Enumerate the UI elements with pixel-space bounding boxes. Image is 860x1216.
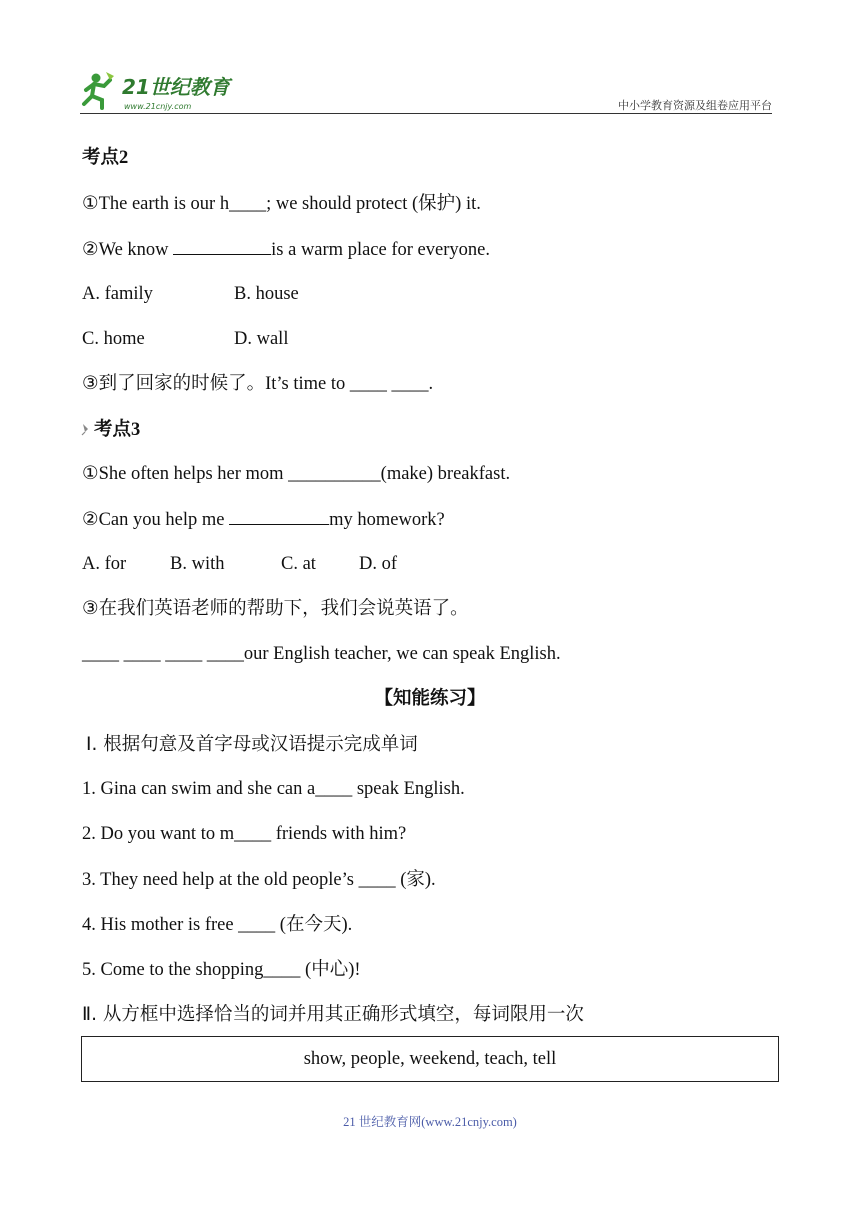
platform-name: 中小学教育资源及组卷应用平台	[618, 99, 772, 112]
section2-q3-cn: ③到了回家的时候了。	[82, 373, 266, 394]
section3-q3-cn: ③在我们英语老师的帮助下，我们会说英语了。	[82, 598, 469, 619]
section2-title-num: 2	[119, 148, 129, 168]
section2-q2-end: is a warm place for everyone.	[271, 240, 490, 260]
option-b[interactable]: B. with	[170, 554, 225, 574]
option-c[interactable]: C. at	[281, 554, 316, 574]
section2-q2	[82, 237, 490, 262]
practice-item-1	[82, 777, 465, 801]
footer-text[interactable]: 21 世纪教育网(www.21cnjy.com)	[343, 1115, 517, 1129]
item-text-end: ).	[341, 915, 353, 935]
section3-q1: ①She often helps her mom __________(make) breakfast.	[82, 464, 511, 484]
section2-options-row1	[82, 282, 299, 306]
item-text: 3. They need help at the old people’s ____ (	[82, 870, 407, 890]
option-a[interactable]: A. family	[82, 284, 153, 304]
option-d[interactable]: D. wall	[234, 329, 289, 349]
part2-title: Ⅱ. 从方框中选择恰当的词并用其正确形式填空，每词限用一次	[82, 1004, 584, 1025]
section2-title	[82, 146, 128, 170]
section2-options-row2	[82, 327, 289, 351]
option-d[interactable]: D. of	[359, 554, 398, 574]
practice-item-3	[82, 868, 436, 892]
item-text: 1. Gina can swim and she can a____ speak English.	[82, 779, 465, 799]
section3-q3-en: ____ ____ ____ ____our English teacher, we can speak English.	[82, 644, 561, 664]
section2-title-cn: 考点	[82, 147, 120, 168]
page-header	[80, 68, 772, 116]
logo	[80, 68, 250, 114]
item-text: 2. Do you want to m____ friends with him?	[82, 824, 407, 844]
section2-q1-end: ) it.	[455, 194, 481, 214]
section2-q3-en: It’s time to ____ ____.	[265, 374, 434, 394]
item-text: 4. His mother is free ____ (	[82, 915, 286, 935]
option-c[interactable]: C. home	[82, 329, 145, 349]
option-b[interactable]: B. house	[234, 284, 299, 304]
practice-heading: 【知能练习】	[374, 688, 486, 709]
section2-q3	[82, 372, 433, 396]
word-box: show, people, weekend, teach, tell	[81, 1036, 779, 1082]
runner-logo-icon	[80, 68, 250, 114]
section2-q1-cn: 保护	[418, 193, 456, 214]
item-text-end: ).	[424, 870, 436, 890]
item-text-end: )!	[348, 960, 361, 980]
section3-title-cn: 考点	[94, 419, 132, 440]
section3-options	[82, 552, 398, 576]
section3-title-num: 3	[131, 420, 141, 440]
item-hint-cn: 在今天	[285, 914, 342, 935]
item-hint-cn: 家	[406, 869, 425, 890]
header-divider	[80, 113, 772, 114]
practice-item-5	[82, 958, 361, 982]
section2-q2-text: ②We know	[82, 240, 174, 260]
logo-url: www.21cnjy.com	[124, 102, 192, 111]
logo-text: 21世纪教育	[122, 75, 230, 99]
item-text: 5. Come to the shopping____ (	[82, 960, 312, 980]
section2-q1-text: ①The earth is our h____; we should protect (	[82, 194, 419, 214]
section3-q2-text: ②Can you help me	[82, 510, 230, 530]
section3-q2-end: my homework?	[329, 510, 445, 530]
practice-item-4	[82, 913, 352, 937]
part1-title: Ⅰ. 根据句意及首字母或汉语提示完成单词	[86, 734, 418, 755]
pin-icon	[80, 422, 92, 436]
answer-blank[interactable]	[229, 507, 329, 525]
section3-q2	[82, 507, 445, 532]
item-hint-cn: 中心	[311, 959, 349, 980]
practice-item-2	[82, 822, 406, 846]
section2-q1	[82, 192, 481, 216]
section3-title	[80, 418, 140, 442]
option-a[interactable]: A. for	[82, 554, 127, 574]
answer-blank[interactable]	[173, 237, 271, 255]
